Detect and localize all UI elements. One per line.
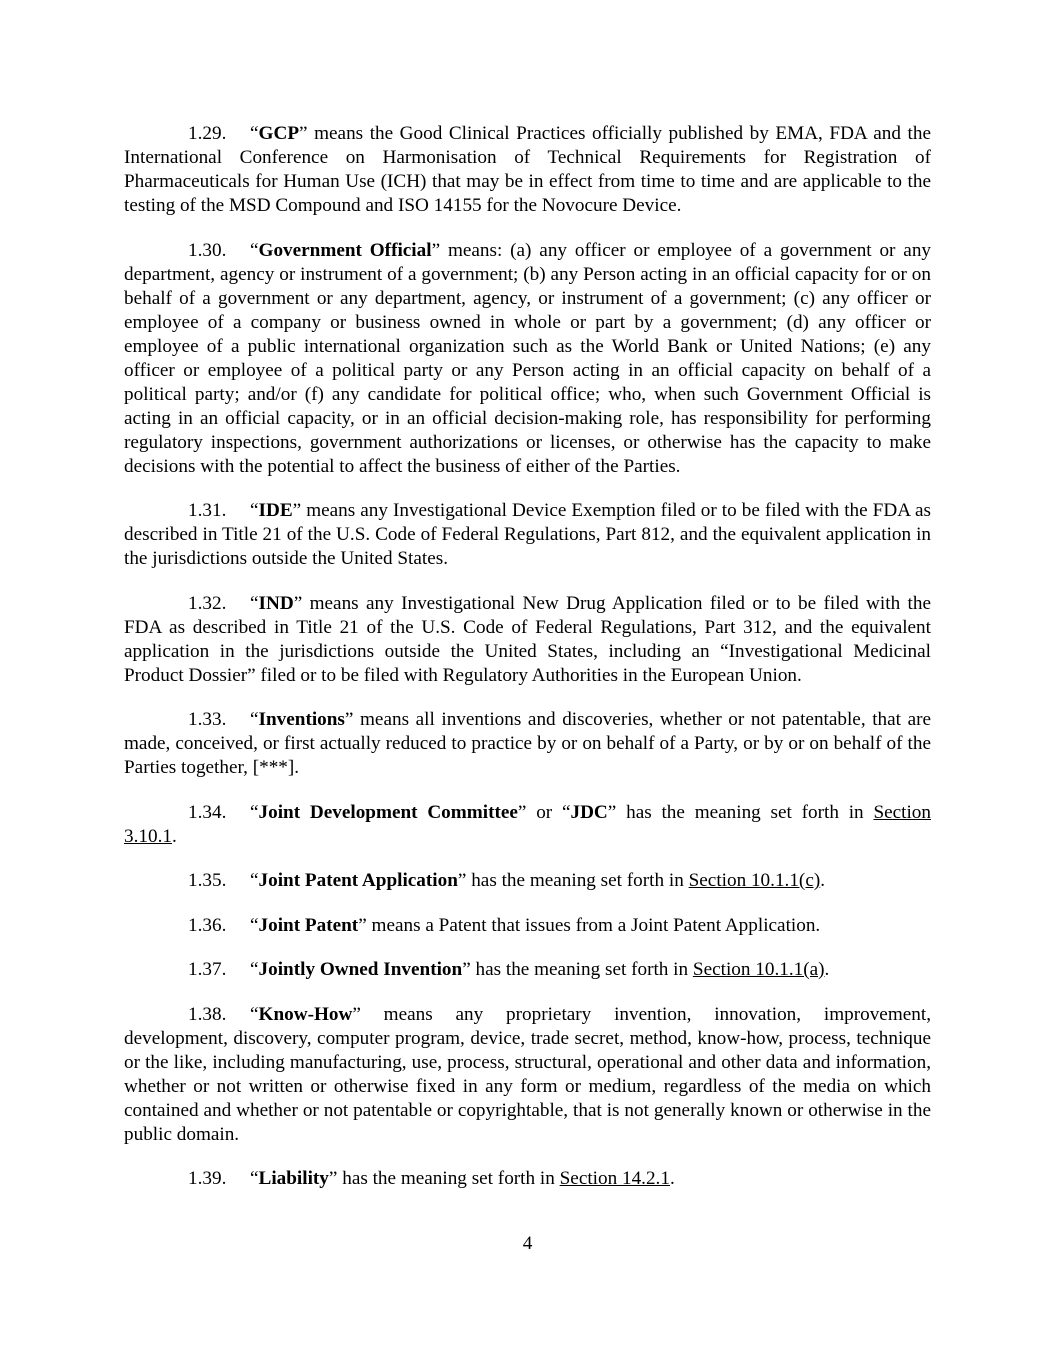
definition-text: ” means a Patent that issues from a Joint Patent Application. bbox=[358, 914, 821, 936]
document-body bbox=[124, 122, 931, 1212]
definition-text: . bbox=[669, 1168, 675, 1189]
section-reference: Section 14.2.1 bbox=[559, 1168, 670, 1189]
definition-text: ” means: (a) any officer or employee of a government or any department, agency or instrument of a government; (b) any Person acting in an official capacity for or on behalf of a government or any department, agency, or instrument of a government; (c) any officer or employee of a company or business owned in whole or part by a government; (d) any officer or employee of a public international organization such as the World Bank or United Nations; (e) any officer or employee of a political party or any Person acting in an official capacity on behalf of a political party; and/or (f) any candidate for political office; who, when such Government Official is acting in an official capacity, or in an official decision-making role, has responsibility for performing regulatory inspections, government authorizations or licenses, or otherwise has the capacity to make decisions with the potential to affect the business of either of the Parties. bbox=[124, 239, 932, 477]
definition-text: “ bbox=[250, 801, 259, 823]
defined-term: Joint Patent bbox=[258, 914, 359, 936]
section-number: 1.29. bbox=[188, 123, 227, 144]
definition-paragraph bbox=[124, 239, 931, 479]
defined-term: Liability bbox=[258, 1168, 329, 1189]
section-number: 1.36. bbox=[188, 914, 227, 936]
definition-text: “ bbox=[250, 239, 259, 261]
defined-term: Government Official bbox=[258, 239, 432, 261]
definition-text: “ bbox=[250, 1003, 259, 1025]
definition-text: ” has the meaning set forth in bbox=[457, 870, 689, 891]
defined-term: Know-How bbox=[258, 1003, 353, 1025]
definition-text: ” means any Investigational Device Exemption filed or to be filed with the FDA as described in Title 21 of the U.S. Code of Federal Regulations, Part 812, and the equivalent application in the jurisdictions outside the United States. bbox=[124, 500, 931, 569]
section-number: 1.31. bbox=[188, 500, 227, 521]
definition-text: “ bbox=[250, 500, 259, 521]
page-number: 4 bbox=[522, 1233, 533, 1254]
definition-text: “ bbox=[250, 959, 259, 980]
definition-paragraph bbox=[124, 1167, 931, 1191]
definition-text: “ bbox=[250, 1168, 259, 1189]
defined-term: JDC bbox=[570, 801, 608, 823]
definition-text: ” has the meaning set forth in bbox=[328, 1168, 560, 1189]
defined-term: GCP bbox=[258, 123, 300, 144]
definition-text: “ bbox=[250, 123, 259, 144]
definition-text: ” has the meaning set forth in bbox=[462, 959, 693, 980]
definition-paragraph bbox=[124, 708, 931, 780]
section-number: 1.34. bbox=[188, 801, 227, 823]
definition-paragraph bbox=[124, 592, 931, 688]
defined-term: Inventions bbox=[258, 709, 345, 730]
section-number: 1.30. bbox=[188, 239, 227, 261]
section-number: 1.38. bbox=[188, 1003, 227, 1025]
section-reference: Section 10.1.1(c) bbox=[688, 870, 821, 891]
definition-text: “ bbox=[250, 709, 259, 730]
definition-text: . bbox=[824, 959, 830, 980]
definition-text: . bbox=[171, 825, 177, 847]
section-number: 1.37. bbox=[188, 959, 227, 980]
definition-paragraph bbox=[124, 499, 931, 571]
defined-term: IND bbox=[258, 592, 294, 614]
defined-term: Joint Development Committee bbox=[258, 801, 518, 823]
section-number: 1.32. bbox=[188, 592, 227, 614]
definition-text: ” means any Investigational New Drug Application filed or to be filed with the FDA as described in Title 21 of the U.S. Code of Federal Regulations, Part 312, and the equivalent application in the jurisdictions outside the United States, including an “Investigational Medicinal Product Dossier” filed or to be filed with Regulatory Authorities in the European Union. bbox=[124, 592, 931, 686]
definition-paragraph bbox=[124, 914, 931, 938]
definition-text: ” has the meaning set forth in bbox=[607, 801, 874, 823]
definition-text: ” means any proprietary invention, innovation, improvement, development, discovery, computer program, device, trade secret, method, know-how, process, technique or the like, including manufacturing, use, process, structural, operational and other data and information, whether or not written or otherwise fixed in any form or medium, regardless of the media on which contained and whether or not patentable or copyrightable, that is not generally known or otherwise in the public domain. bbox=[124, 1003, 931, 1145]
definition-text: “ bbox=[250, 592, 259, 614]
defined-term: Joint Patent Application bbox=[258, 870, 458, 891]
definition-paragraph bbox=[124, 958, 931, 982]
definition-text: ” means all inventions and discoveries, whether or not patentable, that are made, conceived, or first actually reduced to practice by or on behalf of a Party, or by or on behalf of the Parties together, [***]. bbox=[124, 709, 931, 778]
defined-term: Jointly Owned Invention bbox=[258, 959, 463, 980]
definition-paragraph bbox=[124, 801, 931, 849]
defined-term: IDE bbox=[258, 500, 293, 521]
section-reference: Section 3.10.1 bbox=[124, 801, 931, 847]
definition-text: “ bbox=[250, 914, 259, 936]
definition-paragraph bbox=[124, 1003, 931, 1147]
definition-text: . bbox=[820, 870, 826, 891]
definition-paragraph bbox=[124, 122, 931, 218]
definition-text: “ bbox=[250, 870, 259, 891]
section-reference: Section 10.1.1(a) bbox=[692, 959, 825, 980]
definition-text: ” or “ bbox=[517, 801, 571, 823]
section-number: 1.35. bbox=[188, 870, 227, 891]
definition-paragraph bbox=[124, 869, 931, 893]
section-number: 1.39. bbox=[188, 1168, 227, 1189]
section-number: 1.33. bbox=[188, 709, 227, 730]
definition-text: ” means the Good Clinical Practices officially published by EMA, FDA and the International Conference on Harmonisation of Technical Requirements for Registration of Pharmaceuticals for Human Use (ICH) that may be in effect from time to time and are applicable to the testing of the MSD Compound and ISO 14155 for the Novocure Device. bbox=[124, 123, 931, 216]
